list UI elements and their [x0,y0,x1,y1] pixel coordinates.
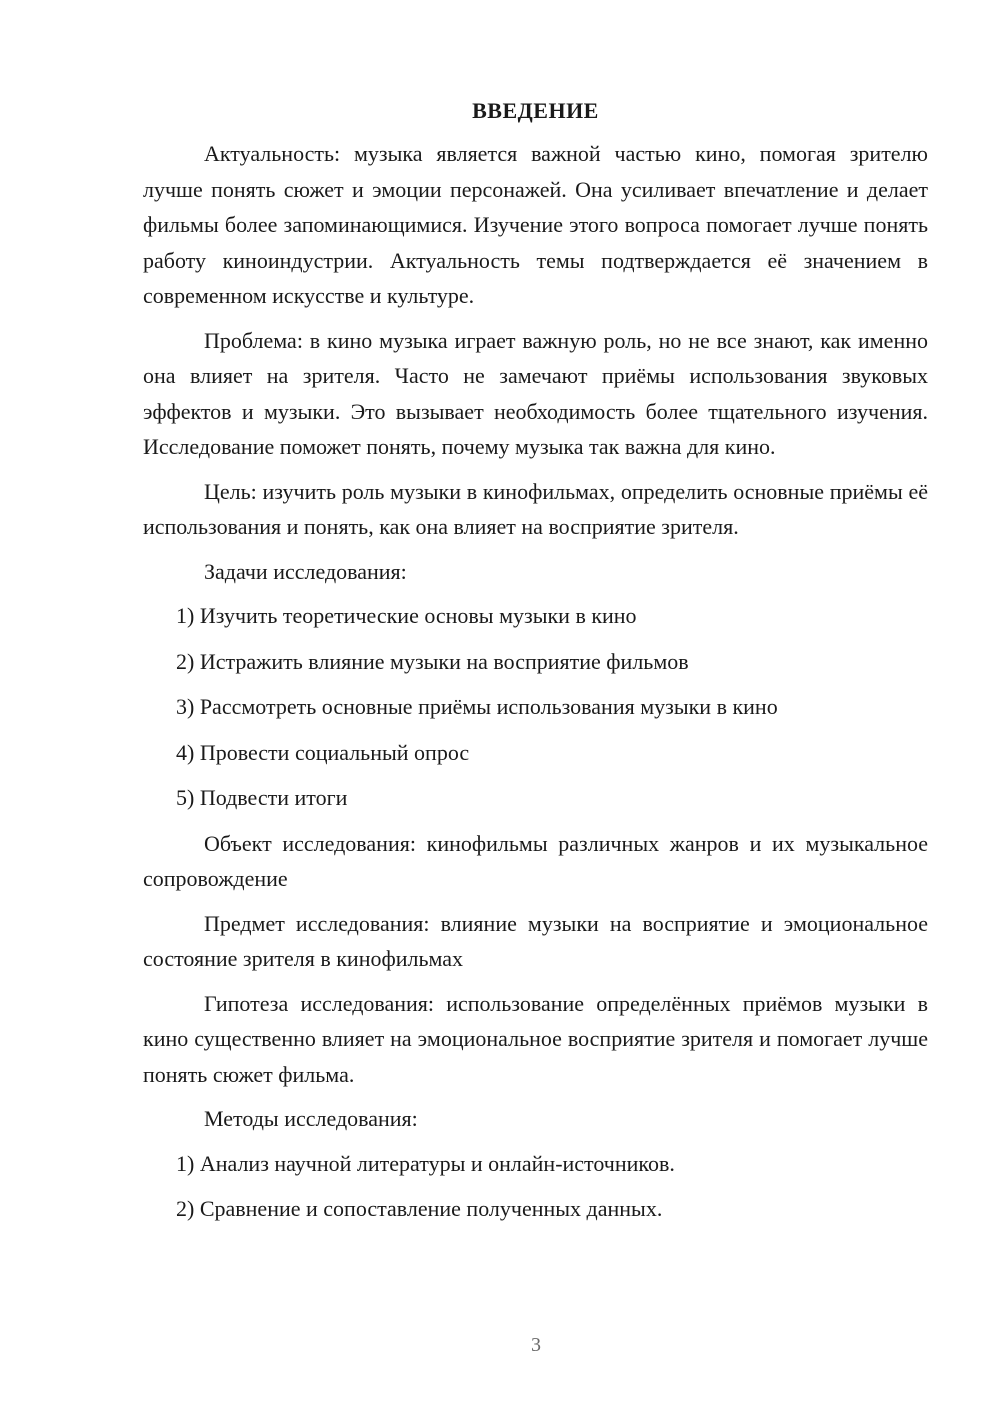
hypothesis-paragraph: Гипотеза исследования: использование определённых приёмов музыки в кино существенно влияет на эмоциональное восприятие зрителя и помогает лучше понять сюжет фильма. [143,990,928,1087]
method-item: 2) Сравнение и сопоставление полученных данных. [176,1196,663,1221]
methods-title: Методы исследования: [204,1106,418,1131]
task-item: 4) Провести социальный опрос [176,739,470,765]
problem-paragraph: Проблема: в кино музыка играет важную роль, но не все знают, как именно она влияет на зрителя. Часто не замечают приёмы использования звуковых эффектов и музыки. Это вызывает необходимость более тщательного изучения. Исследование поможет понять, почему музыка так важна для кино. [143,327,928,459]
document-page [143,96,928,1237]
goal-paragraph: Цель: изучить роль музыки в кинофильмах, определить основные приёмы её использования и понять, как она влияет на восприятие зрителя. [143,478,928,539]
task-item: 2) Истражить влияние музыки на восприятие фильмов [176,648,689,674]
subject-paragraph: Предмет исследования: влияние музыки на восприятие и эмоциональное состояние зрителя в кинофильмах [143,910,928,971]
section-heading: ВВЕДЕНИЕ [472,98,599,123]
page-number: 3 [531,1334,541,1356]
relevance-paragraph: Актуальность: музыка является важной частью кино, помогая зрителю лучше понять сюжет и эмоции персонажей. Она усиливает впечатление и делает фильмы более запоминающимися. Изучение этого вопроса помогает лучше понять работу киноиндустрии. Актуальность темы подтверждается её значением в современном искусстве и культуре. [143,141,928,308]
tasks-title: Задачи исследования: [204,558,407,584]
method-item: 1) Анализ научной литературы и онлайн-источников. [176,1150,675,1176]
object-paragraph: Объект исследования: кинофильмы различных жанров и их музыкальное сопровождение [143,830,928,891]
task-item: 5) Подвести итоги [176,785,348,810]
task-item: 3) Рассмотреть основные приёмы использования музыки в кино [176,694,778,719]
task-item: 1) Изучить теоретические основы музыки в кино [176,603,637,628]
